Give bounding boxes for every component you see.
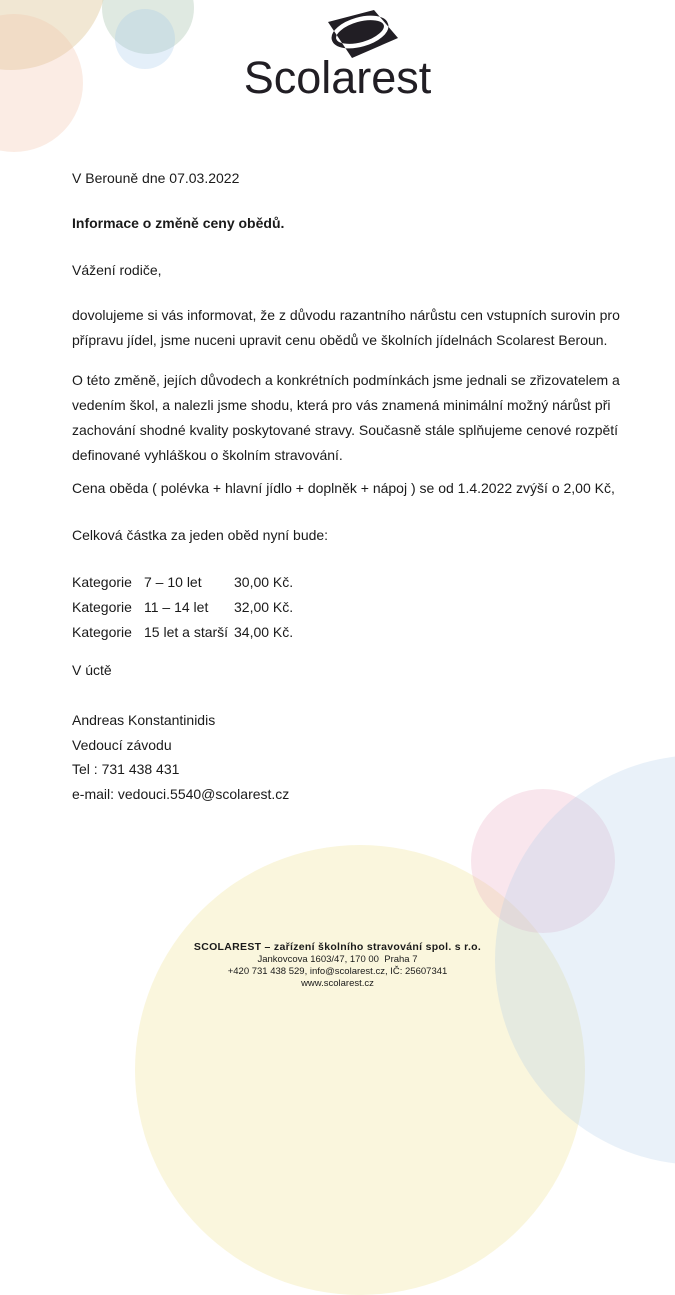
scolarest-swoosh-icon bbox=[314, 6, 402, 64]
footer bbox=[0, 940, 675, 990]
footer-company-name: SCOLAREST – zařízení školního stravování spol. s r.o. bbox=[193, 941, 482, 953]
category-price: 34,00 Kč. bbox=[234, 624, 294, 640]
category-label: Kategorie bbox=[72, 574, 132, 590]
price-row bbox=[72, 595, 620, 620]
footer-contact: +420 731 438 529, info@scolarest.cz, IČ: 25607341 bbox=[227, 966, 448, 977]
signer-title: Vedoucí závodu bbox=[72, 736, 172, 753]
category-age: 7 – 10 let bbox=[144, 574, 202, 590]
letter-body bbox=[72, 166, 624, 806]
signature-block bbox=[72, 708, 620, 806]
closing-line: V úctě bbox=[72, 662, 112, 678]
category-price: 30,00 Kč. bbox=[234, 574, 294, 590]
signer-email: e-mail: vedouci.5540@scolarest.cz bbox=[72, 785, 290, 802]
price-row bbox=[72, 570, 620, 595]
price-increase-line: Cena oběda ( polévka + hlavní jídlo + doplněk + nápoj ) se od 1.4.2022 zvýší o 2,00 Kč, bbox=[72, 480, 615, 496]
signer-phone: Tel : 731 438 431 bbox=[72, 761, 180, 778]
salutation: Vážení rodiče, bbox=[72, 262, 162, 278]
category-age: 11 – 14 let bbox=[144, 599, 209, 615]
category-price: 32,00 Kč. bbox=[234, 599, 294, 615]
subject-line: Informace o změně ceny obědů. bbox=[72, 215, 285, 231]
category-label: Kategorie bbox=[72, 624, 132, 640]
paragraph-agreement: O této změně, jejích důvodech a konkrétních podmínkách jsme jednali se zřizovatelem a vedením škol, a nalezli jsme shodu, která pro vás znamená minimální možný nárůst při zachování shodné kvality poskytované stravy. Současně stále splňujeme cenové rozpětí definované vyhláškou o školním stravování. bbox=[72, 372, 624, 463]
signer-name: Andreas Konstantinidis bbox=[72, 712, 216, 728]
logo bbox=[0, 6, 675, 103]
category-label: Kategorie bbox=[72, 599, 132, 615]
date-line: V Berouně dne 07.03.2022 bbox=[72, 170, 240, 186]
paragraph-intro: dovolujeme si vás informovat, že z důvodu razantního nárůstu cen vstupních surovin pro přípravu jídel, jsme nuceni upravit cenu obědů ve školních jídelnách Scolarest Beroun. bbox=[72, 307, 624, 348]
logo-wordmark: Scolarest bbox=[243, 52, 432, 103]
category-age: 15 let a starší bbox=[144, 624, 229, 640]
total-intro-line: Celková částka za jeden oběd nyní bude: bbox=[72, 527, 329, 543]
footer-website: www.scolarest.cz bbox=[301, 978, 374, 989]
footer-address: Jankovcova 1603/47, 170 00 Praha 7 bbox=[257, 954, 418, 965]
price-table bbox=[72, 570, 620, 645]
price-row bbox=[72, 620, 620, 645]
